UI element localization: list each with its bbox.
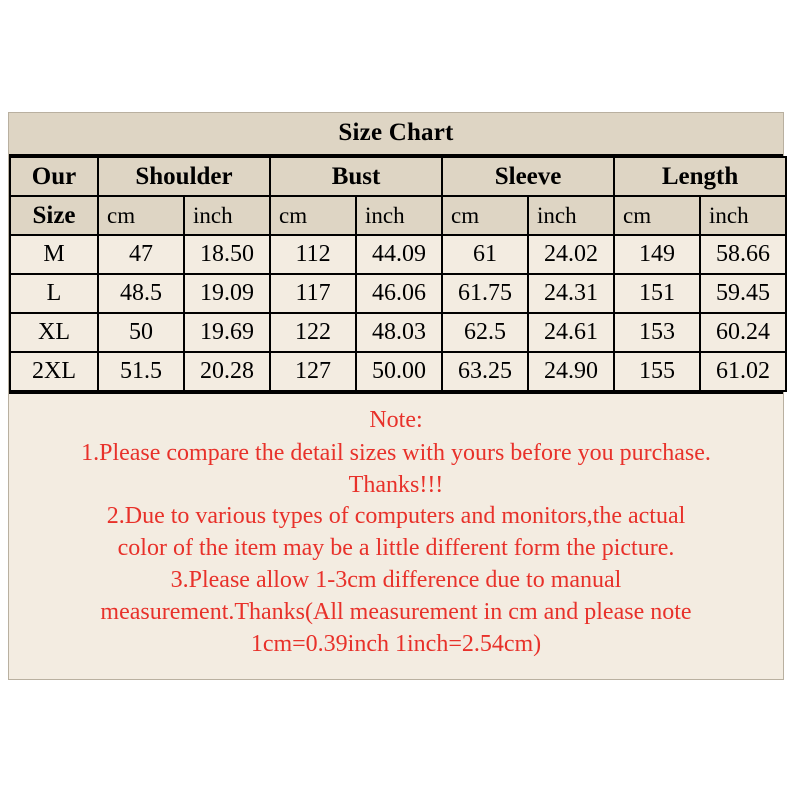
cell-xl-bust-inch: 48.03 [356, 313, 442, 352]
header-size: Size [10, 196, 98, 235]
row-size-xl: XL [10, 313, 98, 352]
note-line-2: Thanks!!! [348, 471, 444, 498]
header-group-length: Length [614, 157, 786, 196]
table-row [10, 235, 786, 274]
table-row [10, 352, 786, 391]
row-size-m: M [10, 235, 98, 274]
cell-l-shoulder-inch: 19.09 [184, 274, 270, 313]
row-size-l: L [10, 274, 98, 313]
cell-2xl-bust-cm: 127 [270, 352, 356, 391]
header-unit-shoulder-cm: cm [98, 196, 184, 235]
cell-2xl-length-cm: 155 [614, 352, 700, 391]
note-heading: Note: [369, 407, 423, 433]
header-group-shoulder: Shoulder [98, 157, 270, 196]
table-header-row-groups [10, 157, 786, 196]
cell-l-sleeve-cm: 61.75 [442, 274, 528, 313]
cell-2xl-sleeve-inch: 24.90 [528, 352, 614, 391]
row-size-2xl: 2XL [10, 352, 98, 391]
cell-l-length-inch: 59.45 [700, 274, 786, 313]
cell-2xl-shoulder-inch: 20.28 [184, 352, 270, 391]
cell-xl-bust-cm: 122 [270, 313, 356, 352]
cell-l-length-cm: 151 [614, 274, 700, 313]
header-unit-bust-cm: cm [270, 196, 356, 235]
cell-m-length-cm: 149 [614, 235, 700, 274]
note-line-4: color of the item may be a little different form the picture. [117, 535, 675, 562]
cell-l-bust-inch: 46.06 [356, 274, 442, 313]
size-table [9, 156, 787, 392]
header-group-sleeve: Sleeve [442, 157, 614, 196]
cell-xl-shoulder-cm: 50 [98, 313, 184, 352]
cell-l-sleeve-inch: 24.31 [528, 274, 614, 313]
cell-m-length-inch: 58.66 [700, 235, 786, 274]
size-chart-panel [8, 112, 784, 680]
note-block [9, 392, 783, 679]
header-unit-sleeve-cm: cm [442, 196, 528, 235]
cell-l-shoulder-cm: 48.5 [98, 274, 184, 313]
cell-2xl-length-inch: 61.02 [700, 352, 786, 391]
header-group-bust: Bust [270, 157, 442, 196]
cell-m-bust-cm: 112 [270, 235, 356, 274]
header-unit-sleeve-inch: inch [528, 196, 614, 235]
table-header-row-units [10, 196, 786, 235]
table-row [10, 274, 786, 313]
table-row [10, 313, 786, 352]
cell-xl-length-cm: 153 [614, 313, 700, 352]
cell-2xl-bust-inch: 50.00 [356, 352, 442, 391]
header-unit-shoulder-inch: inch [184, 196, 270, 235]
header-unit-length-cm: cm [614, 196, 700, 235]
cell-xl-shoulder-inch: 19.69 [184, 313, 270, 352]
cell-m-sleeve-cm: 61 [442, 235, 528, 274]
chart-title: Size Chart [9, 113, 783, 156]
header-unit-bust-inch: inch [356, 196, 442, 235]
note-line-1: 1.Please compare the detail sizes with yours before you purchase. [81, 439, 711, 466]
cell-m-bust-inch: 44.09 [356, 235, 442, 274]
cell-2xl-shoulder-cm: 51.5 [98, 352, 184, 391]
header-our: Our [10, 157, 98, 196]
note-line-6: measurement.Thanks(All measurement in cm and please note [100, 599, 692, 626]
cell-m-sleeve-inch: 24.02 [528, 235, 614, 274]
cell-xl-length-inch: 60.24 [700, 313, 786, 352]
note-line-3: 2.Due to various types of computers and monitors,the actual [106, 503, 686, 530]
header-unit-length-inch: inch [700, 196, 786, 235]
cell-2xl-sleeve-cm: 63.25 [442, 352, 528, 391]
cell-m-shoulder-cm: 47 [98, 235, 184, 274]
note-line-7: 1cm=0.39inch 1inch=2.54cm) [250, 631, 542, 658]
cell-l-bust-cm: 117 [270, 274, 356, 313]
cell-xl-sleeve-cm: 62.5 [442, 313, 528, 352]
cell-xl-sleeve-inch: 24.61 [528, 313, 614, 352]
note-line-5: 3.Please allow 1-3cm difference due to manual [170, 567, 622, 594]
cell-m-shoulder-inch: 18.50 [184, 235, 270, 274]
